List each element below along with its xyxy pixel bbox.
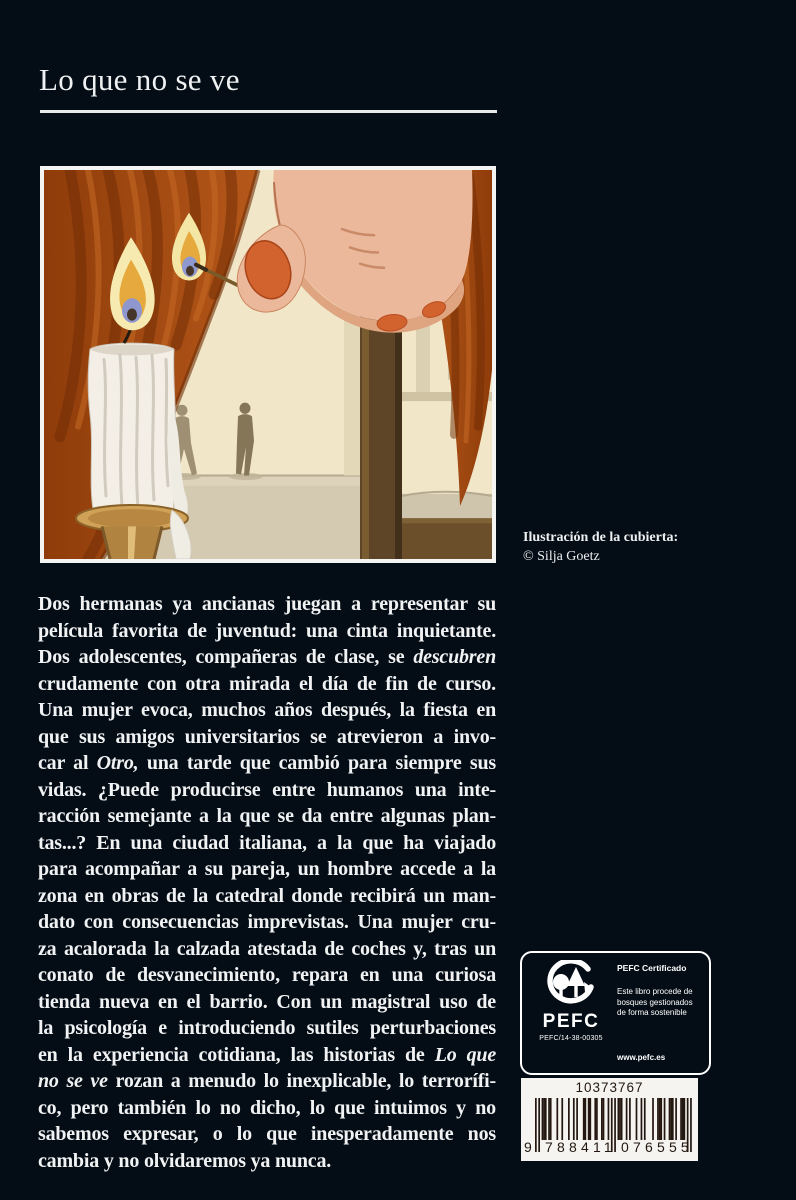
synopsis-line: Una mujer evoca, muchos años después, la fiesta en bbox=[38, 699, 496, 721]
synopsis-line: za acalorada la calzada atestada de coches y, tras un bbox=[38, 937, 496, 960]
isbn-barcode bbox=[521, 1078, 698, 1161]
pefc-wordmark: PEFC bbox=[542, 1011, 600, 1032]
synopsis-line: para acompañar a su pareja, un hombre accede a la bbox=[38, 858, 496, 880]
cover-illustration bbox=[40, 166, 496, 563]
synopsis-line: Dos adolescentes, compañeras de clase, se descubren bbox=[38, 646, 496, 668]
synopsis-line: la psicología e introduciendo sutiles perturbaciones bbox=[38, 1017, 496, 1039]
pefc-url: www.pefc.es bbox=[617, 1053, 666, 1062]
illustration-svg bbox=[44, 170, 492, 559]
synopsis-line: tienda nueva en el barrio. Con un magistral uso de bbox=[38, 990, 496, 1013]
synopsis-line: dato con consecuencias imprevistas. Una mujer cru- bbox=[38, 911, 496, 933]
synopsis-line: racción semejante a la que se da entre algunas plan- bbox=[38, 805, 496, 827]
synopsis-line: co, pero también lo no dicho, lo que intuimos y no bbox=[38, 1096, 496, 1119]
synopsis-line: car al Otro, una tarde que cambió para siempre sus bbox=[38, 752, 496, 774]
synopsis-line: sabemos expresar, o lo que inesperadamente nos bbox=[38, 1123, 496, 1145]
synopsis-text bbox=[38, 591, 496, 1174]
cover-credit bbox=[523, 528, 678, 566]
isbn-group-1: 788411 bbox=[545, 1139, 616, 1155]
synopsis-line: Dos hermanas ya ancianas juegan a representar su bbox=[38, 593, 496, 615]
pefc-text-column bbox=[612, 960, 701, 1066]
credit-artist: © Silja Goetz bbox=[523, 549, 600, 564]
pefc-description: Este libro procede de bosques gestionados de forma sostenible bbox=[617, 987, 693, 1017]
synopsis-line: no se ve rozan a menudo lo inexplicable, lo terrorífi- bbox=[38, 1070, 497, 1092]
pefc-cert-number: PEFC/14-38-00305 bbox=[539, 1035, 603, 1042]
synopsis-line: película favorita de juventud: una cinta inquietante. bbox=[38, 619, 496, 642]
synopsis-line: cambia y no olvidaremos ya nunca. bbox=[38, 1149, 332, 1172]
title-underline bbox=[40, 110, 497, 113]
isbn-lead-digit: 9 bbox=[524, 1139, 532, 1155]
synopsis-line: crudamente con otra mirada el día de fin de curso. bbox=[38, 672, 496, 695]
synopsis-line: en la experiencia cotidiana, las historias de Lo que bbox=[38, 1043, 496, 1066]
synopsis-line: zona en obras de la catedral donde recibirá un man- bbox=[38, 884, 496, 907]
pefc-logo-column bbox=[530, 960, 612, 1066]
book-title: Lo que no se ve bbox=[39, 62, 240, 97]
pefc-logo-icon bbox=[544, 960, 598, 1010]
credit-label: Ilustración de la cubierta: bbox=[523, 530, 679, 545]
synopsis-line: vidas. ¿Puede producirse entre humanos una inte- bbox=[38, 778, 496, 801]
pefc-title: PEFC Certificado bbox=[617, 963, 687, 973]
pefc-certificate-box bbox=[520, 951, 711, 1075]
synopsis-line: tas...? En una ciudad italiana, a la que ha viajado bbox=[38, 831, 496, 854]
candle bbox=[88, 325, 188, 521]
isbn-group-2: 076555 bbox=[621, 1139, 693, 1155]
synopsis-line: conato de desvanecimiento, repara en una curiosa bbox=[38, 964, 496, 986]
barcode-reference-number: 10373767 bbox=[575, 1080, 644, 1095]
synopsis-line: que sus amigos universitarios se atrevieron a invo- bbox=[38, 725, 496, 748]
